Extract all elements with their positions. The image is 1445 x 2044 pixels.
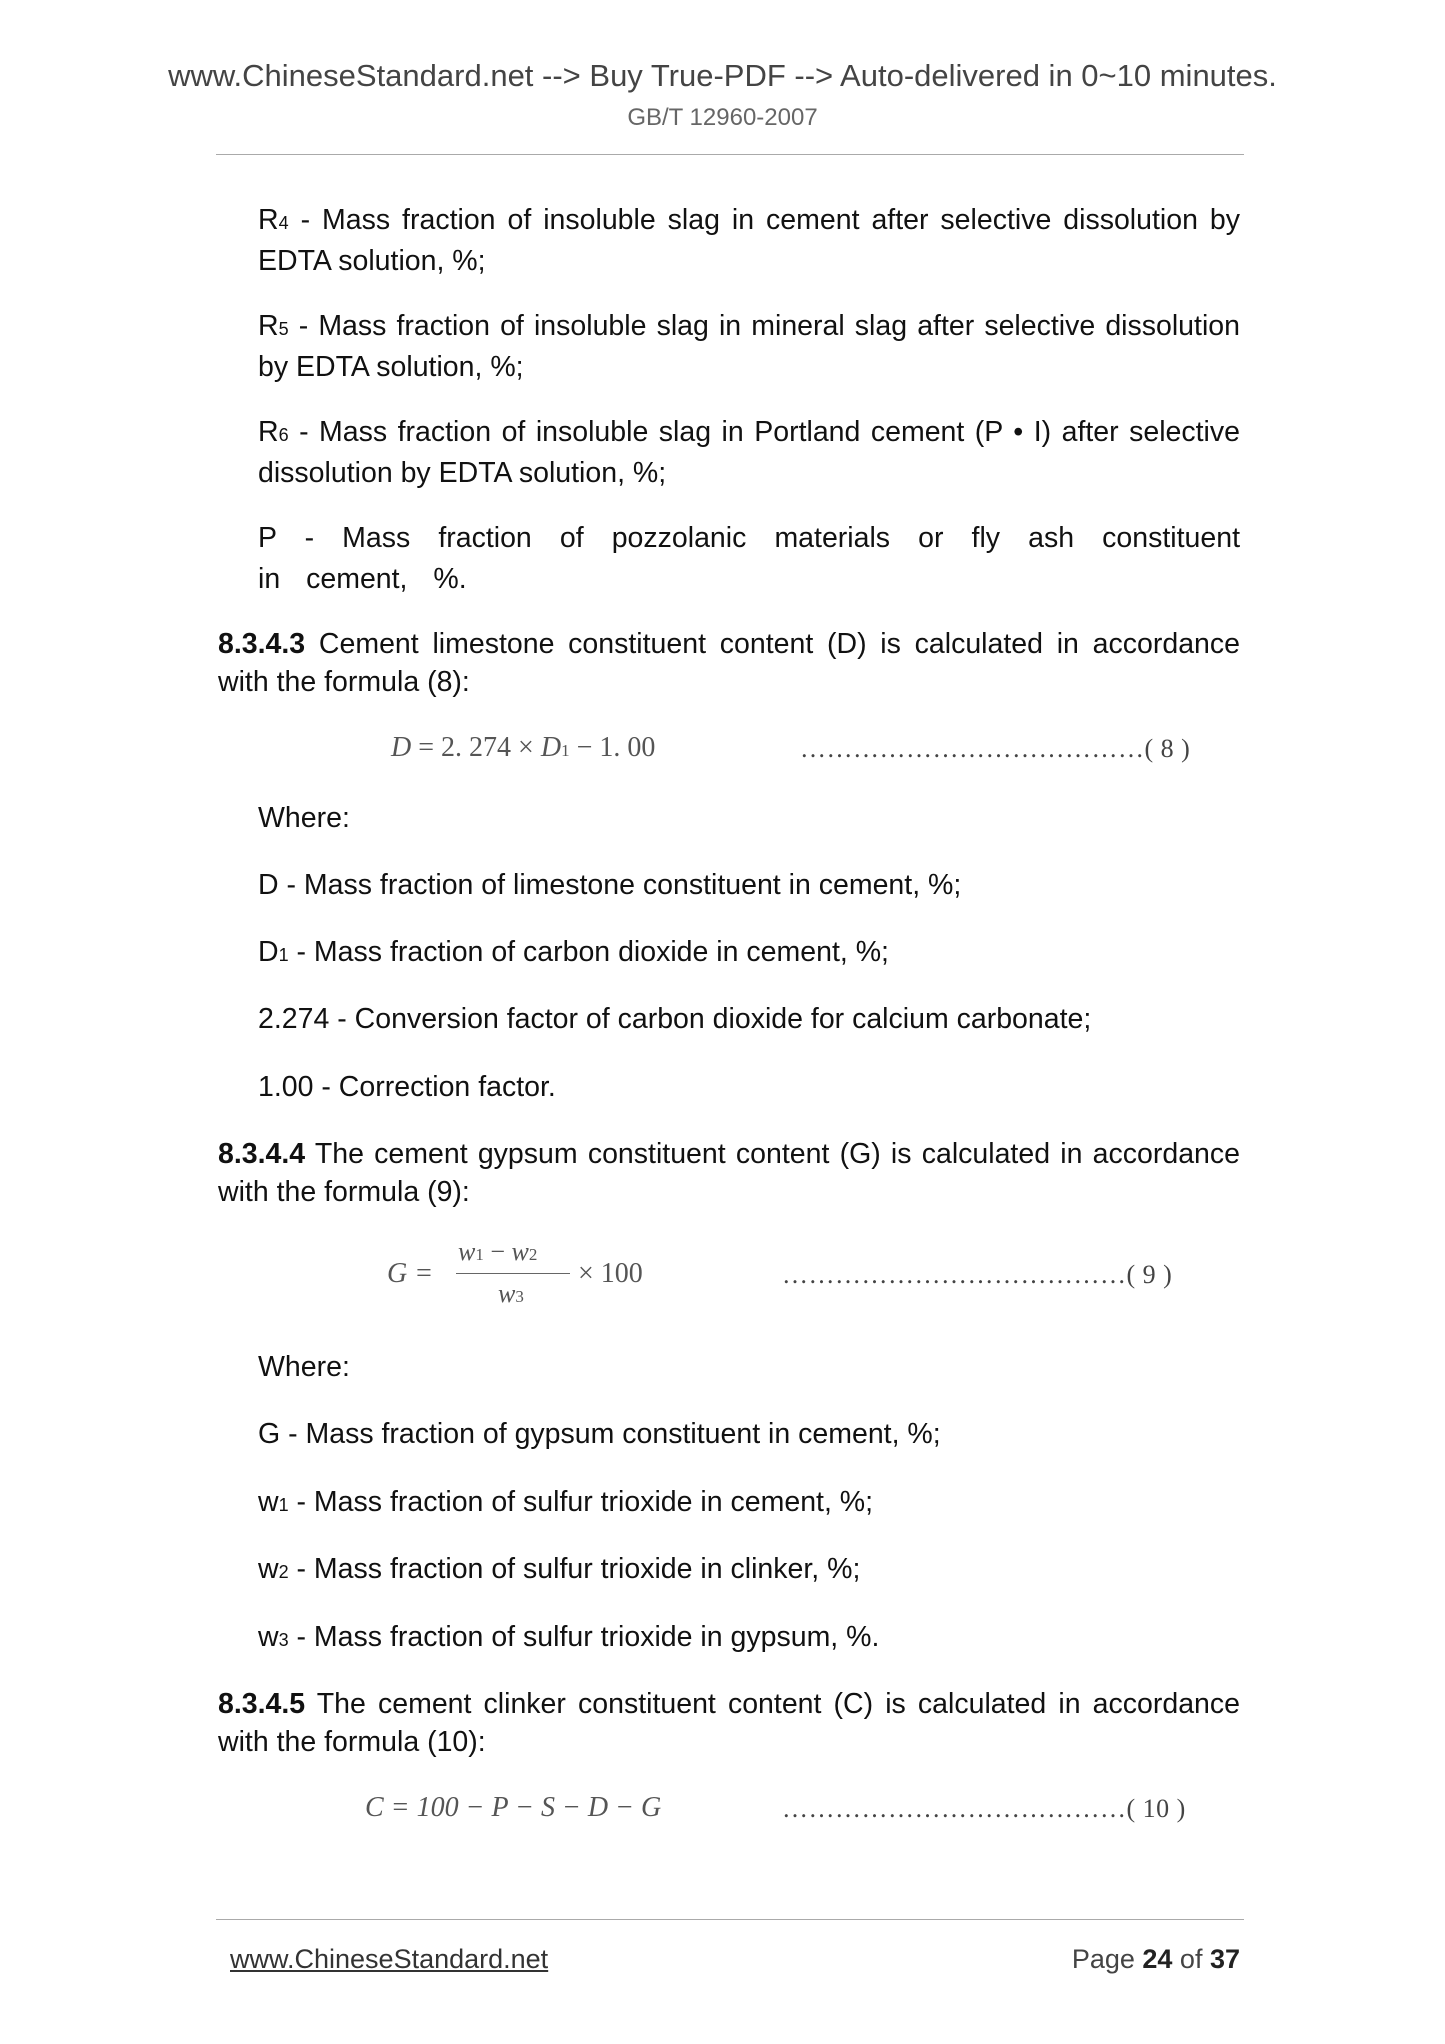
- definition-100: 1.00 - Correction factor.: [258, 1071, 556, 1103]
- section-8-3-4-4: 8.3.4.4 The cement gypsum constituent content (G) is calculated in accordance with the formula (9):: [218, 1138, 1240, 1208]
- definition-r4: R4 - Mass fraction of insoluble slag in cement after selective dissolution by EDTA solution, %;: [258, 204, 1240, 277]
- definition-d1: D1 - Mass fraction of carbon dioxide in cement, %;: [258, 936, 889, 968]
- footer-divider: [216, 1919, 1244, 1920]
- header-banner: www.ChineseStandard.net --> Buy True-PDF --> Auto-delivered in 0~10 minutes.: [168, 58, 1277, 93]
- definition-w2: w2 - Mass fraction of sulfur trioxide in clinker, %;: [258, 1553, 861, 1585]
- section-8-3-4-3: 8.3.4.3 Cement limestone constituent content (D) is calculated in accordance with the formula (8):: [218, 628, 1240, 698]
- definition-w3: w3 - Mass fraction of sulfur trioxide in gypsum, %.: [258, 1621, 880, 1653]
- definition-r5: R5 - Mass fraction of insoluble slag in mineral slag after selective dissolution by EDTA solution, %;: [258, 310, 1240, 383]
- section-8-3-4-5: 8.3.4.5 The cement clinker constituent content (C) is calculated in accordance with the formula (10):: [218, 1688, 1240, 1758]
- definition-w1: w1 - Mass fraction of sulfur trioxide in cement, %;: [258, 1486, 874, 1518]
- definition-g: G - Mass fraction of gypsum constituent in cement, %;: [258, 1418, 941, 1450]
- formula-10: C = 100 − P − S − D − G: [365, 1792, 662, 1823]
- formula-9-leader: …………………………………( 9 ): [782, 1260, 1173, 1289]
- footer-site-link[interactable]: www.ChineseStandard.net: [230, 1944, 549, 1974]
- formula-10-leader: …………………………………( 10 ): [782, 1794, 1186, 1823]
- definition-d: D - Mass fraction of limestone constituent in cement, %;: [258, 869, 962, 901]
- formula-9-numerator: w1 − w2: [458, 1237, 538, 1266]
- where-label-9: Where:: [258, 1351, 350, 1383]
- header-divider: [216, 154, 1244, 155]
- standard-number: GB/T 12960-2007: [627, 104, 818, 131]
- definition-2274: 2.274 - Conversion factor of carbon dioxide for calcium carbonate;: [258, 1003, 1092, 1035]
- page-indicator: Page 24 of 37: [1071, 1944, 1240, 1974]
- formula-9-denominator: w3: [498, 1279, 524, 1308]
- formula-9-lhs: G =: [387, 1258, 434, 1289]
- formula-8-leader: …………………………………( 8 ): [800, 734, 1191, 763]
- definition-r6: R6 - Mass fraction of insoluble slag in Portland cement (P • I) after selective dissolution by EDTA solution, %;: [258, 416, 1240, 489]
- formula-8: D = 2. 274 × D1 − 1. 00: [391, 732, 656, 763]
- fraction-bar: [456, 1273, 570, 1274]
- definition-p: P - Mass fraction of pozzolanic materials or fly ash constituent in cement, %.: [258, 522, 1240, 595]
- formula-9-multiplier: × 100: [578, 1258, 643, 1289]
- where-label-8: Where:: [258, 802, 350, 834]
